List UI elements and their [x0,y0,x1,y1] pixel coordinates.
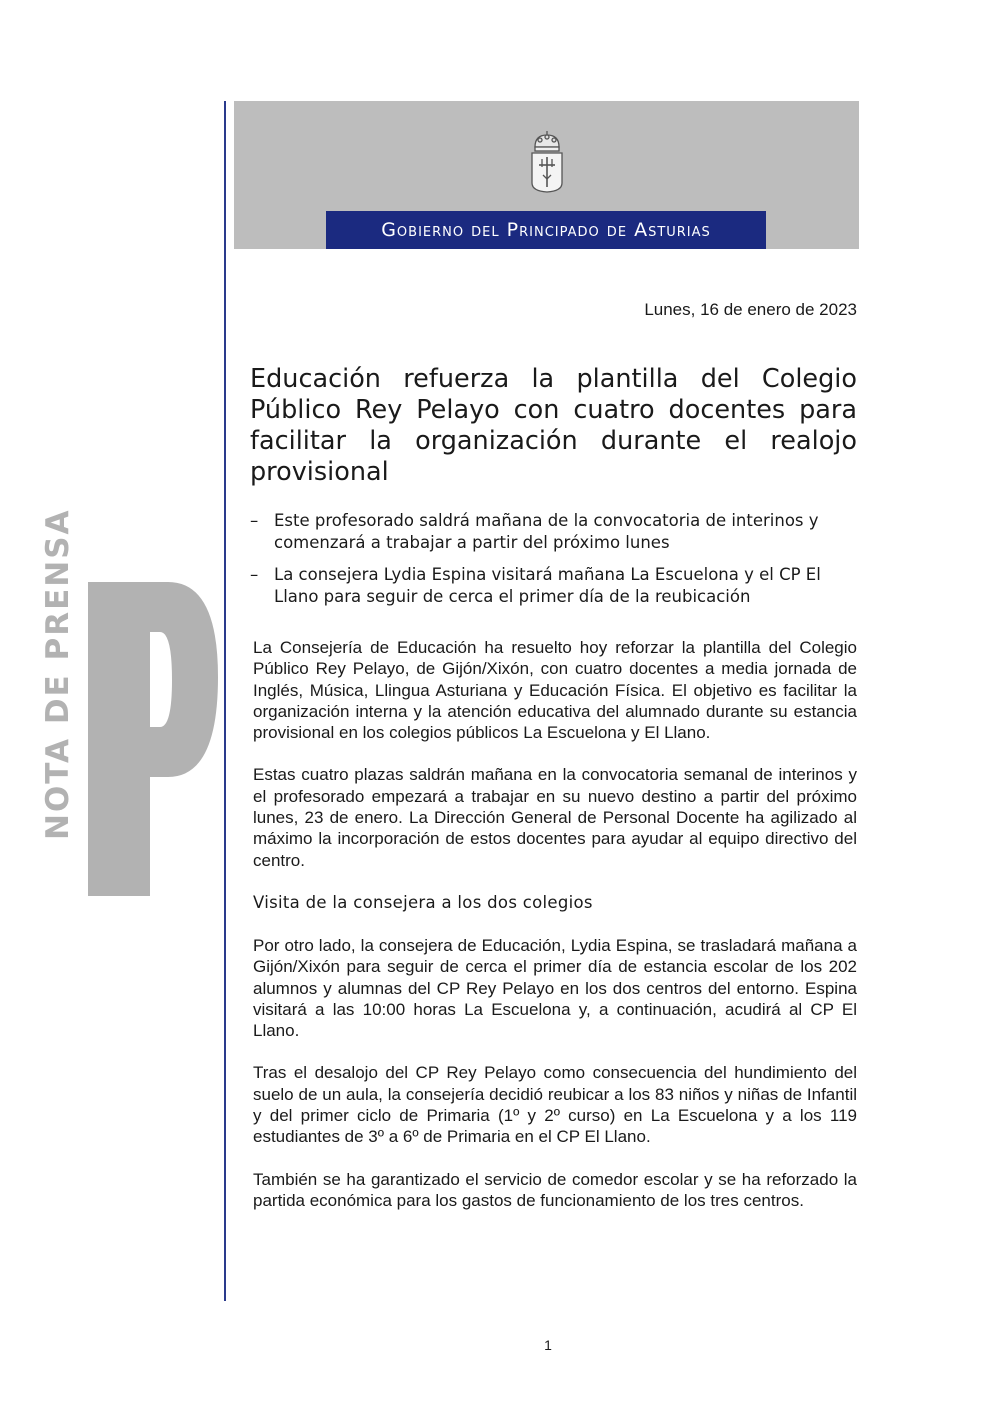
summary-bullet [250,564,857,608]
headline: Educación refuerza la plantilla del Colegio Público Rey Pelayo con cuatro docentes para facilitar la organización durante el realojo provisional [250,364,857,487]
bullet-text: La consejera Lydia Espina visitará mañana La Escuelona y el CP El Llano para seguir de cerca el primer día de la reubicación [274,565,821,606]
government-banner: Gobierno del Principado de Asturias [326,211,766,249]
summary-bullet [250,510,857,554]
bullet-text: Este profesorado saldrá mañana de la convocatoria de interinos y comenzará a trabajar a partir del próximo lunes [274,511,819,552]
subheading: Visita de la consejera a los dos colegios [253,892,593,912]
paragraph: Por otro lado, la consejera de Educación, Lydia Espina, se trasladará mañana a Gijón/Xixón para seguir de cerca el primer día de estancia escolar de los 202 alumnos y alumnas del CP Rey Pelayo en los dos centros del entorno. Espina visitará a las 10:00 horas La Escuelona y, a continuación, acudirá al CP El Llano. [253,935,857,1041]
article-body [253,637,857,1232]
summary-bullets [250,510,857,618]
paragraph: También se ha garantizado el servicio de comedor escolar y se ha reforzado la partida económica para los gastos de funcionamiento de los tres centros. [253,1169,857,1210]
press-release-p-logo [88,582,223,896]
bullet-dash: – [250,511,259,530]
page-number: 1 [544,1337,552,1353]
press-release-label: NOTA DE PRENSA [40,508,76,840]
paragraph: La Consejería de Educación ha resuelto hoy reforzar la plantilla del Colegio Público Rey Pelayo, de Gijón/Xixón, con cuatro docentes a media jornada de Inglés, Música, Llingua Asturiana y Educación Física. El objetivo es facilitar la organización interna y la atención educativa del alumnado durante su estancia provisional en los colegios públicos La Escuelona y El Llano. [253,638,857,743]
asturias-coat-of-arms-icon [529,131,565,193]
release-date: Lunes, 16 de enero de 2023 [644,300,857,319]
margin-rule [224,101,226,1301]
paragraph: Estas cuatro plazas saldrán mañana en la convocatoria semanal de interinos y el profesorado empezará a trabajar en su nuevo destino a partir del próximo lunes, 23 de enero. La Dirección General de Personal Docente ha agilizado al máximo la incorporación de estos docentes para ayudar al equipo directivo del centro. [253,765,857,870]
letterhead [234,101,859,249]
paragraph: Tras el desalojo del CP Rey Pelayo como consecuencia del hundimiento del suelo de un aula, la consejería decidió reubicar a los 83 niños y niñas de Infantil y del primer ciclo de Primaria (1º y 2º curso) en La Escuelona y a los 119 estudiantes de 3º a 6º de Primaria en el CP El Llano. [253,1063,857,1147]
bullet-dash: – [250,565,259,584]
